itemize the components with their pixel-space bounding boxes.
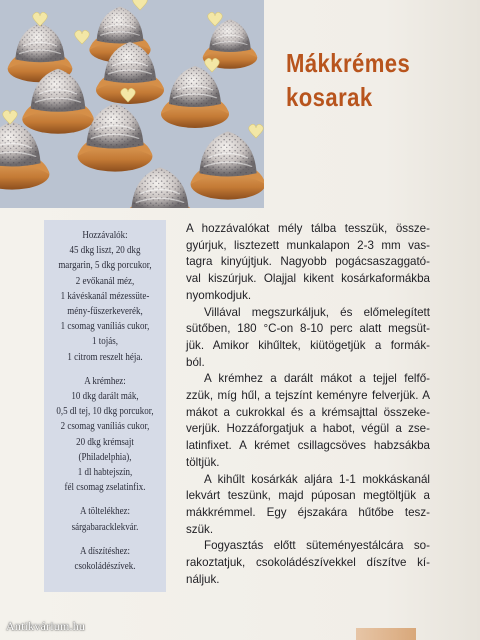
instruction-line: szük. [186,522,214,536]
instruction-line: sütőben, 180 °C-on 8-10 perc alatt megsüt- [186,322,430,336]
instruction-line: A hozzávalókat mély tálba tesszük, össze- [186,222,430,235]
ingredient-line: mény-fűszerkeverék, [67,306,143,318]
decoration-heading: A díszítéshez: [79,545,131,557]
instruction-line: nyomkodjuk. [186,288,252,302]
spacer [48,535,162,544]
ingredient-line: csokoládészívek. [74,561,136,573]
page-corner-decoration [356,628,416,640]
ingredient-line: 10 dkg darált mák, [71,391,139,403]
instruction-line: náljuk. [186,572,220,586]
spacer [48,495,162,504]
ingredient-line: 1 tojás, [92,336,118,348]
poppy-seed-tartlets-illustration [0,0,264,208]
ingredient-line: 2 csomag vaníliás cukor, [60,421,150,433]
instruction-line: töltjük. [186,455,220,469]
instruction-line: gyúrjuk, lisztezett munkalapon 2-3 mm vas- [186,238,430,252]
ingredient-line: fél csomag zselatinfix. [64,482,146,494]
filling-heading: A töltelékhez: [79,506,131,518]
instruction-line: A kihűlt kosárkák aljára 1-1 mokkáskanál [204,472,430,486]
instruction-line: ból. [186,355,205,369]
ingredient-line: 2 evőkanál méz, [75,275,135,287]
instruction-line: verjük. Hozzáforgatjuk a habot, végül a zse- [186,422,430,436]
ingredient-line: sárgabaracklekvár. [71,521,139,533]
instruction-line: Fogyasztás előtt süteményestálcára so- [204,539,430,553]
ingredient-line: 20 dkg krémsajt [76,436,134,448]
instruction-line: A krémhez a darált mákot a tejjel felfő- [204,372,430,386]
ingredient-line: 1 dl habtejszín, [77,467,133,479]
instruction-line: latinfixet. A krémet csillagcsöves habzsákba [186,439,430,453]
instruction-line: mákkrémmel. Egy éjszakára hűtőbe tesz- [186,505,430,519]
ingredients-box [44,220,166,592]
ingredient-line: 1 kávéskanál mézessüte- [60,290,150,302]
recipe-title-line2: kosarak [286,82,373,112]
ingredient-line: margarin, 5 dkg porcukor, [58,260,152,272]
instruction-line: tagra kinyújtjuk. Nagyobb pogácsaszaggató- [186,255,430,269]
ingredient-line: 0,5 dl tej, 10 dkg porcukor, [56,406,154,418]
instruction-line: zzük, míg hűl, a tejszínt keményre felverjük. A [186,389,430,403]
ingredient-line: (Philadelphia), [78,451,132,463]
watermark: Antikvárium.hu [6,619,86,633]
cream-heading: A krémhez: [84,375,126,387]
recipe-title-line1: Mákkrémes [286,48,411,78]
spacer [48,365,162,374]
instruction-line: jük. Amikor kihűltek, kiütögetjük a formák- [186,338,430,352]
instruction-line: rakoztatjuk, csokoládészívekkel díszítve kí- [186,556,430,570]
instruction-line: lekvárt teszünk, majd púposan megtöltjük a [186,489,430,503]
recipe-title [286,46,431,114]
recipe-instructions [186,221,430,588]
instruction-line: Villával megszurkáljuk, és előmelegített [204,305,430,319]
instruction-line: val kiszúrjuk. Olajjal kikent kosárkaformákba [186,272,430,286]
ingredient-line: 1 csomag vaníliás cukor, [60,321,150,333]
ingredients-heading: Hozzávalók: [82,230,128,241]
ingredient-line: 45 dkg liszt, 20 dkg [69,245,141,257]
recipe-photo [0,0,264,208]
instruction-line: mákot a cukrokkal és a krémsajttal összeke- [186,405,430,419]
ingredient-line: 1 citrom reszelt héja. [67,351,143,363]
